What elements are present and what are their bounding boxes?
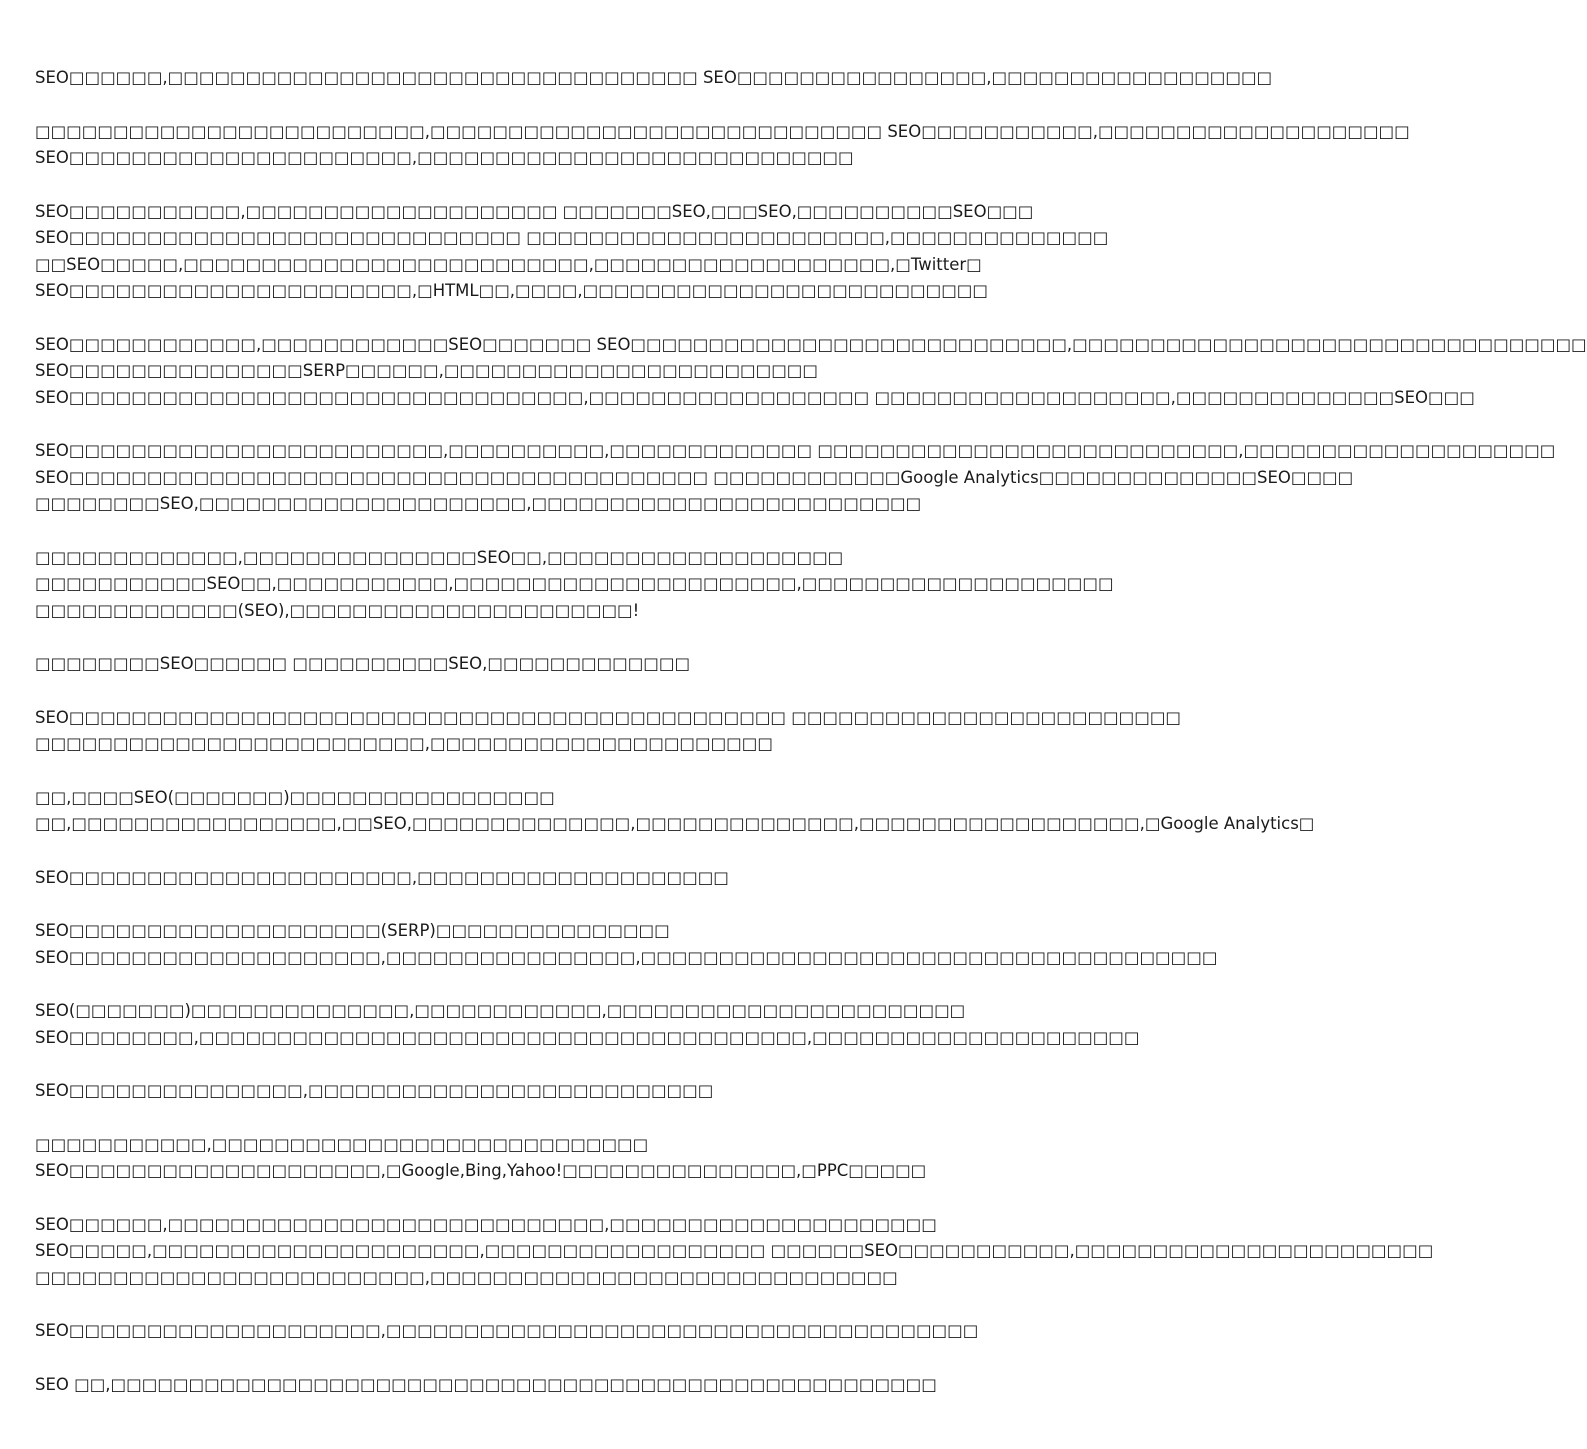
text-line: □□□□□□□□□□□□□□□□□□□□□□□□□,□□□□□□□□□□□□□□□□□□□□□□□□□□□□□□ — [35, 1267, 898, 1287]
text-line: SEO□□□□□□□□□□□□□□□□□□□□□□,□□□□□□□□□□□□□□□□□□□□ — [35, 867, 729, 887]
text-line: □□,□□□□□□□□□□□□□□□□□,□□SEO,□□□□□□□□□□□□□□,□□□□□□□□□□□□□□,□□□□□□□□□□□□□□□□□□,□Google Analytics□ — [35, 814, 1315, 833]
text-line: SEO□□□□□□□□□□□□□□□□□□□□,□Google,Bing,Yahoo!□□□□□□□□□□□□□□□,□PPC□□□□□ — [35, 1161, 927, 1180]
paragraph — [35, 1132, 984, 1185]
paragraph — [35, 332, 1587, 412]
text-line: SEO□□□□□□□□□□□,□□□□□□□□□□□□□□□□□□□□ □□□□□□□SEO,□□□SEO,□□□□□□□□□□SEO□□□ — [35, 201, 1034, 221]
text-line: SEO □□,□□□□□□□□□□□□□□□□□□□□□□□□□□□□□□□□□□□□□□□□□□□□□□□□□□□□□ — [35, 1374, 937, 1394]
text-line: SEO□□□□□□□□□□□□□□□□□□□□□□□□,□□□□□□□□□□,□□□□□□□□□□□□□ □□□□□□□□□□□□□□□□□□□□□□□□□□□,□□□□□□□□□□□□□□□□□□□□ — [35, 441, 1556, 460]
paragraph — [35, 651, 984, 678]
text-line: SEO□□□□□□□□□□□□□□□SERP□□□□□□,□□□□□□□□□□□□□□□□□□□□□□□□ — [35, 361, 818, 380]
paragraph — [35, 1318, 984, 1345]
text-line: SEO□□□□□□,□□□□□□□□□□□□□□□□□□□□□□□□□□□□□□□□□□ SEO□□□□□□□□□□□□□□□□,□□□□□□□□□□□□□□□□□□ — [35, 68, 1273, 87]
text-line: □□□□□□□□SEO,□□□□□□□□□□□□□□□□□□□□□,□□□□□□□□□□□□□□□□□□□□□□□□□ — [35, 494, 922, 513]
text-line: □□□□□□□□□□□□□,□□□□□□□□□□□□□□□SEO□□,□□□□□□□□□□□□□□□□□□□ — [35, 547, 844, 567]
text-line: SEO□□□□□□□□□□□□□□□□□□□□,□□□□□□□□□□□□□□□□□□□□□□□□□□□□□□□□□□□□□□ — [35, 1321, 979, 1340]
text-line: SEO□□□□□□□□□□□□□□□□□□□□□□,□HTML□□,□□□□,□□□□□□□□□□□□□□□□□□□□□□□□□□ — [35, 281, 988, 300]
paragraph — [35, 119, 1410, 172]
text-line: SEO□□□□□□□□□□□□□□□□□□□□□□□□□□□□□ □□□□□□□□□□□□□□□□□□□□□□□,□□□□□□□□□□□□□□ — [35, 228, 1109, 247]
text-line: □□□□□□□□SEO□□□□□□ □□□□□□□□□□SEO,□□□□□□□□□□□□□ — [35, 654, 691, 673]
paragraph — [35, 1212, 1434, 1292]
text-line: SEO□□□□□□□□□□□□□□□,□□□□□□□□□□□□□□□□□□□□□□□□□□ — [35, 1081, 714, 1100]
text-line: □□□□□□□□□□□,□□□□□□□□□□□□□□□□□□□□□□□□□□□□ — [35, 1134, 649, 1154]
text-line: SEO□□□□□□□□□□□□□□□□□□□□,□□□□□□□□□□□□□□□□,□□□□□□□□□□□□□□□□□□□□□□□□□□□□□□□□□□□□□ — [35, 947, 1218, 967]
paragraph — [35, 998, 1140, 1051]
text-line: □□□□□□□□□□□SEO□□,□□□□□□□□□□□,□□□□□□□□□□□□□□□□□□□□□□,□□□□□□□□□□□□□□□□□□□□ — [35, 574, 1114, 593]
text-line: □□SEO□□□□□,□□□□□□□□□□□□□□□□□□□□□□□□□□,□□□□□□□□□□□□□□□□□□□,□Twitter□ — [35, 254, 982, 274]
text-line: SEO□□□□□□□□□□□□□□□□□□□□□□□□□□□□□□□□□,□□□□□□□□□□□□□□□□□□ □□□□□□□□□□□□□□□□□□□,□□□□□□□□□□□□□□SEO□□□ — [35, 387, 1475, 407]
paragraph — [35, 865, 984, 892]
paragraph — [35, 545, 1114, 625]
text-line: □□□□□□□□□□□□□(SEO),□□□□□□□□□□□□□□□□□□□□□□! — [35, 600, 640, 620]
text-line: □□□□□□□□□□□□□□□□□□□□□□□□□,□□□□□□□□□□□□□□□□□□□□□□ — [35, 734, 773, 753]
text-line: □□,□□□□SEO(□□□□□□□)□□□□□□□□□□□□□□□□□ — [35, 787, 555, 807]
text-line: SEO□□□□□,□□□□□□□□□□□□□□□□□□□□□,□□□□□□□□□□□□□□□□□□ □□□□□□SEO□□□□□□□□□□□,□□□□□□□□□□□□□□□□□□□□□□□ — [35, 1241, 1434, 1260]
paragraph — [35, 438, 1556, 518]
text-line: SEO□□□□□□□□□□□□□□□□□□□□□□□□□□□□□□□□□□□□□□□□□ □□□□□□□□□□□□Google Analytics□□□□□□□□□□□□□□SEO□□□□ — [35, 467, 1354, 487]
paragraph — [35, 1372, 984, 1399]
text-line: SEO□□□□□□□□□□□□,□□□□□□□□□□□□SEO□□□□□□□ SEO□□□□□□□□□□□□□□□□□□□□□□□□□□□□,□□□□□□□□□□□□□□□□□□□□□□□□□□□□□□□□□ — [35, 334, 1587, 354]
text-line: SEO□□□□□□□□□□□□□□□□□□□□(SERP)□□□□□□□□□□□□□□□ — [35, 921, 670, 940]
paragraph — [35, 918, 1218, 971]
paragraph — [35, 1078, 984, 1105]
text-line: □□□□□□□□□□□□□□□□□□□□□□□□□,□□□□□□□□□□□□□□□□□□□□□□□□□□□□□ SEO□□□□□□□□□□□,□□□□□□□□□□□□□□□□□□□□ — [35, 121, 1410, 141]
paragraph — [35, 199, 1109, 305]
text-line: SEO□□□□□□□□□□□□□□□□□□□□□□,□□□□□□□□□□□□□□□□□□□□□□□□□□□□ — [35, 148, 854, 167]
text-line: SEO□□□□□□,□□□□□□□□□□□□□□□□□□□□□□□□□□□□,□□□□□□□□□□□□□□□□□□□□□ — [35, 1214, 937, 1234]
paragraph — [35, 705, 1181, 758]
text-line: SEO□□□□□□□□□□□□□□□□□□□□□□□□□□□□□□□□□□□□□□□□□□□□□□ □□□□□□□□□□□□□□□□□□□□□□□□□ — [35, 707, 1181, 727]
paragraph — [35, 785, 1315, 838]
text-line: SEO□□□□□□□□,□□□□□□□□□□□□□□□□□□□□□□□□□□□□□□□□□□□□□□□,□□□□□□□□□□□□□□□□□□□□□ — [35, 1027, 1140, 1047]
paragraph — [35, 65, 1273, 92]
text-line: SEO(□□□□□□□)□□□□□□□□□□□□□□,□□□□□□□□□□□□,□□□□□□□□□□□□□□□□□□□□□□□ — [35, 1001, 966, 1020]
